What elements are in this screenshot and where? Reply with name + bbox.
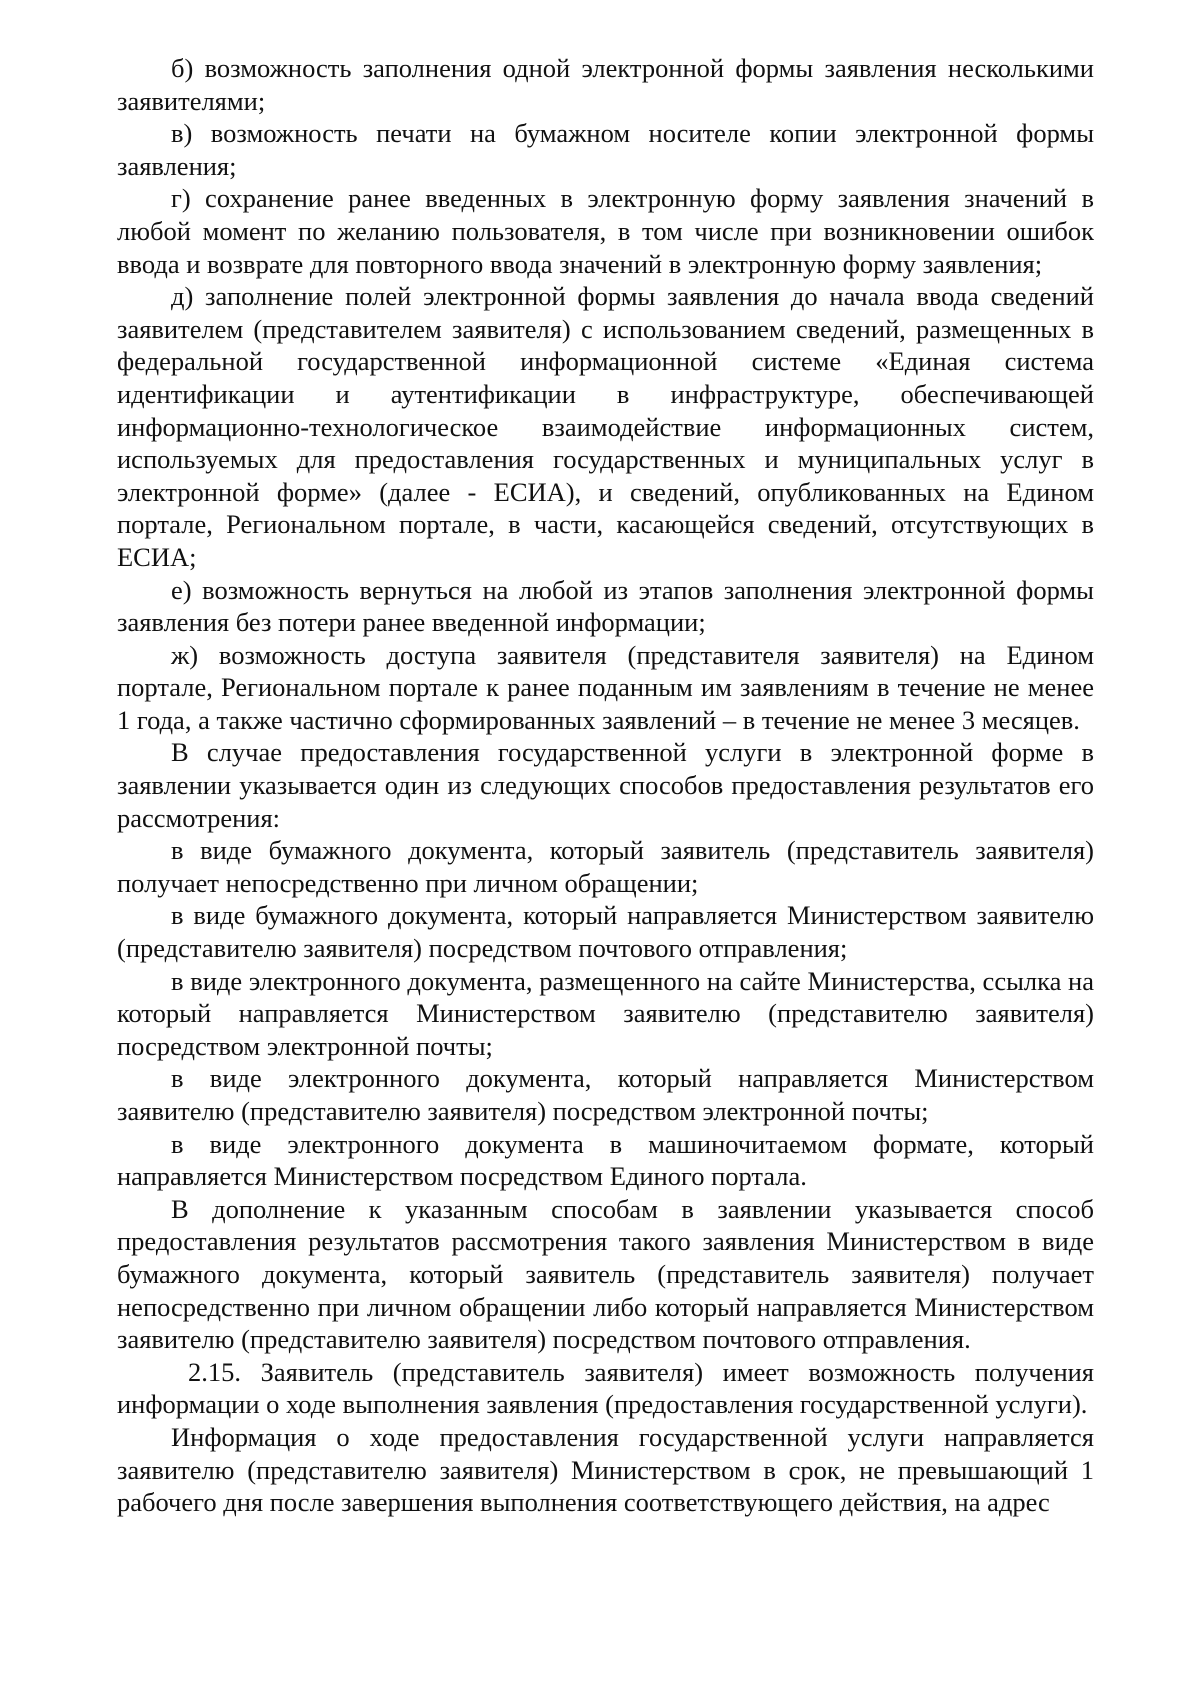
paragraph-item-b: б) возможность заполнения одной электронной формы заявления несколькими заявителями; [117, 53, 1094, 116]
document-page [117, 52, 1094, 1519]
paragraph-method-electronic-email: в виде электронного документа, который направляется Министерством заявителю (представителю заявителя) посредством электронной почты; [117, 1063, 1094, 1126]
paragraph-item-e: е) возможность вернуться на любой из этапов заполнения электронной формы заявления без потери ранее введенной информации; [117, 574, 1094, 638]
paragraph-progress-information: Информация о ходе предоставления государственной услуги направляется заявителю (представителю заявителя) Министерством в срок, не превышающий 1 рабочего дня после завершения выполнения соответствующего действия, на адрес [117, 1421, 1094, 1518]
paragraph-method-paper-in-person: в виде бумажного документа, который заявитель (представитель заявителя) получает непосредственно при личном обращении; [117, 835, 1094, 898]
paragraph-method-paper-mail: в виде бумажного документа, который направляется Министерством заявителю (представителю заявителя) посредством почтового отправления; [117, 900, 1094, 964]
paragraph-result-methods-intro: В случае предоставления государственной услуги в электронной форме в заявлении указывается один из следующих способов предоставления результатов его рассмотрения: [117, 737, 1094, 833]
paragraph-item-d: д) заполнение полей электронной формы заявления до начала ввода сведений заявителем (представителем заявителя) с использованием сведений, размещенных в федеральной государственной информационной системе «Единая система идентификации и аутентификации в инфраструктуре, обеспечивающей информационно-технологическое взаимодействие информационных систем, используемых для предоставления государственных и муниципальных услуг в электронной форме» (далее - ЕСИА), и сведений, опубликованных на Едином портале, Региональном портале, в части, касающейся сведений, отсутствующих в ЕСИА; [117, 281, 1094, 572]
paragraph-item-v: в) возможность печати на бумажном носителе копии электронной формы заявления; [117, 118, 1094, 181]
paragraph-method-electronic-link: в виде электронного документа, размещенного на сайте Министерства, ссылка на который направляется Министерством заявителю (представителю заявителя) посредством электронной почты; [117, 965, 1094, 1061]
paragraph-additional-method: В дополнение к указанным способам в заявлении указывается способ предоставления результатов рассмотрения такого заявления Министерством в виде бумажного документа, который заявитель (представитель заявителя) получает непосредственно при личном обращении либо который направляется Министерством заявителю (представителю заявителя) посредством почтового отправления. [117, 1193, 1094, 1355]
paragraph-method-machine-readable: в виде электронного документа в машиночитаемом формате, который направляется Министерством посредством Единого портала. [117, 1128, 1094, 1192]
paragraph-item-g: г) сохранение ранее введенных в электронную форму заявления значений в любой момент по желанию пользователя, в том числе при возникновении ошибок ввода и возврате для повторного ввода значений в электронную форму заявления; [117, 183, 1094, 279]
paragraph-item-zh: ж) возможность доступа заявителя (представителя заявителя) на Едином портале, Региональном портале к ранее поданным им заявлениям в течение не менее 1 года, а также частично сформированных заявлений – в течение не менее 3 месяцев. [117, 639, 1094, 735]
paragraph-section-2-15: 2.15. Заявитель (представитель заявителя) имеет возможность получения информации о ходе выполнения заявления (предоставления государственной услуги). [117, 1356, 1094, 1420]
